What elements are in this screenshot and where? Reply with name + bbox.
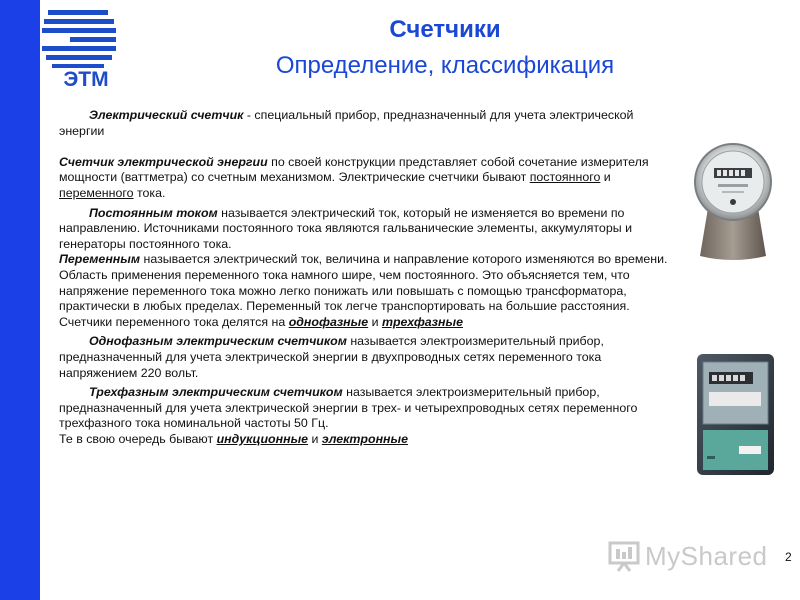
left-accent-bar [0,0,40,600]
paragraph-meter-construction: Счетчик электрической энергии по своей конструкции представляет собой сочетание измерителя мощности (ваттметра) со счетным механизмом. Электрические счетчики бывают постоянного и переменного тока. [59,154,649,200]
term-direct-current: Постоянным током [89,205,218,220]
term-single-phase-meter: Однофазным электрическим счетчиком [89,334,347,349]
presentation-icon [607,539,641,573]
slide-subtitle: Определение, классификация [275,52,615,79]
link-dc[interactable]: постоянного [529,170,601,185]
induction-meter-image [692,138,774,268]
paragraph-ac-meter-types: Счетчики переменного тока делятся на однофазные и трехфазные [59,314,463,329]
paragraph-electric-meter: Электрический счетчик - специальный прибор, предназначенный для учета электрической энергии [59,108,634,138]
link-three-phase[interactable]: трехфазные [381,314,463,329]
paragraph-direct-current: Постоянным током называется электрический ток, который не изменяется во времени по направлению. Источниками постоянного тока являются гальванические элементы, аккумуляторы и генераторы постоянного тока. [59,205,632,251]
slide-title: Счетчики [389,16,501,43]
paragraph-meter-kinds: Те в свою очередь бывают индукционные и электронные [59,431,409,446]
term-alternating-current: Переменным [59,252,141,267]
link-induction[interactable]: индукционные [216,431,309,446]
link-ac[interactable]: переменного [59,185,134,200]
electronic-meter-image [693,352,778,477]
link-single-phase[interactable]: однофазные [288,314,369,329]
link-electronic[interactable]: электронные [321,431,409,446]
paragraph-single-phase: Однофазным электрическим счетчиком называется электроизмерительный прибор, предназначенный для учета электрической энергии в двухпроводных сетях переменного тока напряжением 220 вольт. [59,334,604,380]
watermark [607,537,777,573]
logo-text: ЭТМ [63,68,109,91]
term-three-phase-meter: Трехфазным электрическим счетчиком [89,385,343,400]
watermark-text: MyShared [645,541,768,571]
term-energy-meter: Счетчик электрической энергии [59,154,268,169]
paragraph-alternating-current: Переменным называется электрический ток, величина и направление которого изменяются во времени. Область применения переменного тока намного шире, чем постоянного. Это объясняется тем, что напряжение переменного тока можно легко понижать или повышать с помощью трансформатора, практически в любых пределах. Переменный ток легче транспортировать на большие расстояния. [59,252,668,314]
slide-content [59,108,674,447]
paragraph-three-phase: Трехфазным электрическим счетчиком называется электроизмерительный прибор, предназначенный для учета электрической энергии в трех- и четырехпроводных сетях переменного трехфазного тока номинальной частоты 50 Гц. [59,385,638,431]
page-number: 2 [785,550,792,564]
term-electric-meter: Электрический счетчик [89,108,244,122]
